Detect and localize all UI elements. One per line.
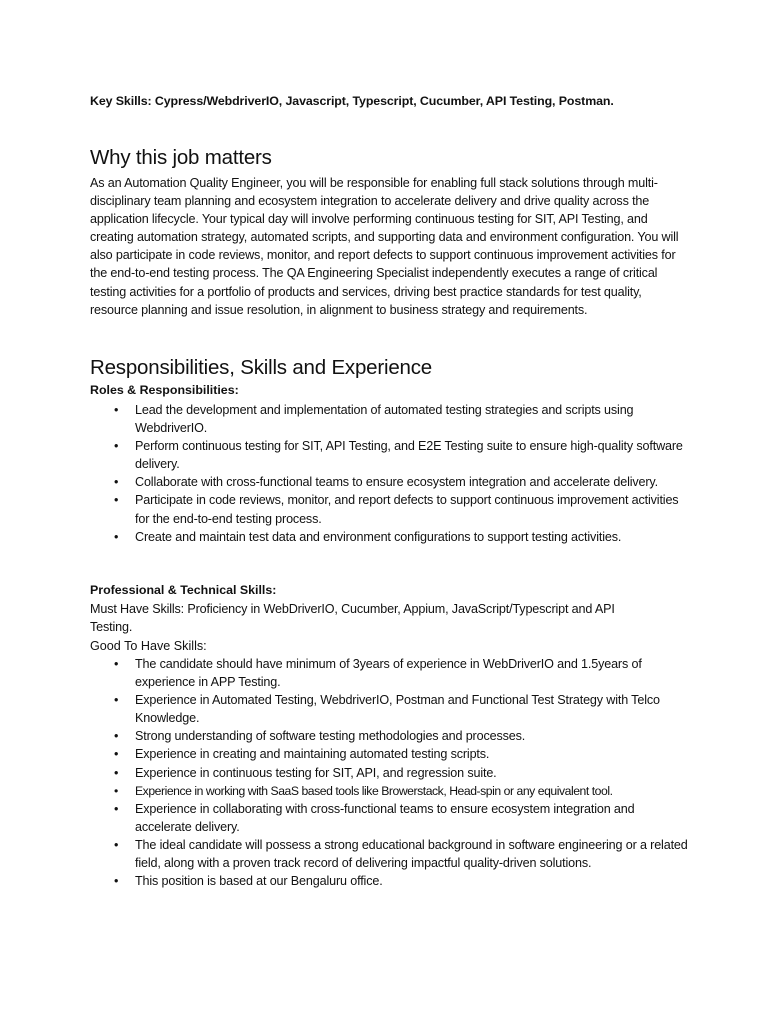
bullet-glyph: • <box>114 801 119 816</box>
bullet-glyph: • <box>114 747 119 762</box>
bullet-glyph: • <box>114 765 119 780</box>
list-item-text: Create and maintain test data and environment configurations to support testing activities. <box>135 529 622 544</box>
good-to-have-title: Good To Have Skills: <box>90 639 207 653</box>
key-skills-line: Key Skills: Cypress/WebdriverIO, Javascript, Typescript, Cucumber, API Testing, Postman. <box>90 94 614 108</box>
list-item <box>90 437 690 473</box>
bullet-glyph: • <box>114 493 119 508</box>
list-item <box>90 727 690 745</box>
list-item-text: Collaborate with cross-functional teams to ensure ecosystem integration and accelerate delivery. <box>135 475 658 490</box>
bullet-glyph: • <box>114 657 119 671</box>
responsibilities-heading: Responsibilities, Skills and Experience <box>90 356 433 379</box>
list-item <box>90 745 690 763</box>
list-item-text: Experience in creating and maintaining automated testing scripts. <box>135 747 490 762</box>
bullet-glyph: • <box>114 529 119 544</box>
bullet-glyph: • <box>114 783 118 798</box>
bullet-glyph: • <box>114 729 119 744</box>
list-item <box>90 528 690 546</box>
roles-list <box>90 401 690 546</box>
bullet-glyph: • <box>114 693 119 708</box>
list-item <box>90 782 690 800</box>
list-item-text: Experience in continuous testing for SIT, API, and regression suite. <box>135 765 497 780</box>
list-item-text: Strong understanding of software testing methodologies and processes. <box>135 729 526 744</box>
bullet-glyph: • <box>114 439 119 454</box>
list-item-text: Perform continuous testing for SIT, API Testing, and E2E Testing suite to ensure high-quality software delivery. <box>135 439 683 472</box>
list-item-text: Experience in working with SaaS based tools like Browerstack, Head-spin or any equivalent tool. <box>135 783 613 798</box>
list-item-text: Experience in Automated Testing, WebdriverIO, Postman and Functional Test Strategy with Telco Knowledge. <box>135 693 660 726</box>
list-item-text: Lead the development and implementation of automated testing strategies and scripts using WebdriverIO. <box>135 403 634 436</box>
bullet-glyph: • <box>114 475 119 490</box>
list-item <box>90 872 690 890</box>
list-item <box>90 800 690 836</box>
list-item-text: This position is based at our Bengaluru office. <box>135 874 383 889</box>
list-item <box>90 655 690 691</box>
bullet-glyph: • <box>114 837 119 852</box>
list-item-text: The candidate should have minimum of 3years of experience in WebDriverIO and 1.5years of experience in APP Testing. <box>135 657 642 690</box>
why-paragraph: As an Automation Quality Engineer, you will be responsible for enabling full stack solutions through multi-disciplinary team planning and ecosystem integration to accelerate delivery and drive quality across the application lifecycle. Your typical day will involve performing continuous testing for SIT, API Testing, and creating automation strategy, automated scripts, and supporting data and environment configuration. You will also participate in code reviews, monitor, and report defects to support continuous improvement activities for the end-to-end testing process. The QA Engineering Specialist independently executes a range of critical testing activities for a portfolio of products and services, driving best practice standards for test quality, resource planning and issue resolution, in alignment to business strategy and requirements. <box>90 176 679 317</box>
bullet-glyph: • <box>114 403 119 417</box>
list-item <box>90 491 690 527</box>
must-have-skills: Must Have Skills: Proficiency in WebDriverIO, Cucumber, Appium, JavaScript/Typescript and API Testing. <box>90 602 615 635</box>
bullet-glyph: • <box>114 874 119 889</box>
list-item <box>90 836 690 872</box>
list-item-text: The ideal candidate will possess a strong educational background in software engineering or a related field, along with a proven track record of delivering impactful quality-driven solutions. <box>135 837 688 871</box>
good-to-have-list <box>90 655 690 890</box>
list-item <box>90 473 690 491</box>
list-item-text: Participate in code reviews, monitor, and report defects to support continuous improvement activities for the end-to-end testing process. <box>135 493 679 526</box>
list-item <box>90 691 690 727</box>
list-item <box>90 764 690 782</box>
list-item <box>90 401 690 437</box>
roles-title: Roles & Responsibilities: <box>90 383 239 397</box>
list-item-text: Experience in collaborating with cross-functional teams to ensure ecosystem integration and accelerate delivery. <box>135 801 635 834</box>
professional-skills-title: Professional & Technical Skills: <box>90 583 277 597</box>
why-heading: Why this job matters <box>90 146 272 169</box>
